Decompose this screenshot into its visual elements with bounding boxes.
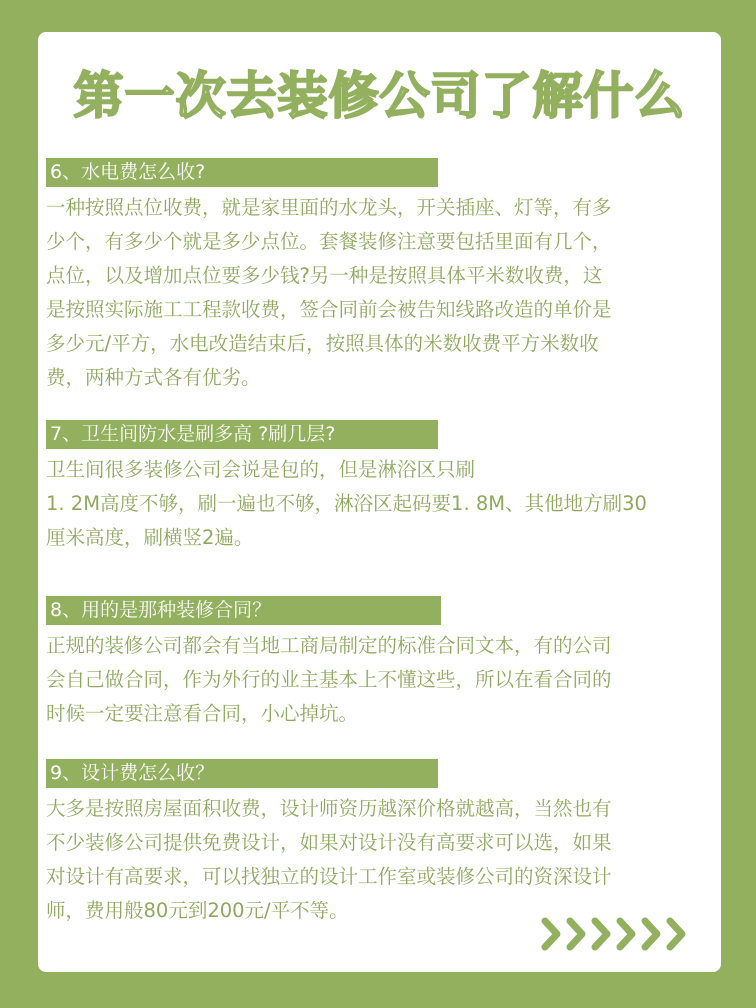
section-body: 卫生间很多装修公司会说是包的，但是淋浴区只刷 1. 2M高度不够，刷一遍也不够，淋浴区起码要1. 8M、其他地方刷30 厘米高度，刷横竖2遍。 [46, 458, 647, 549]
page-title: 第一次去装修公司了解什么 [73, 67, 686, 125]
section-heading: 8、用的是那种装修合同？ [46, 596, 441, 625]
section-body: 正规的装修公司都会有当地工商局制定的标准合同文本，有的公司 会自己做合同，作为外行的业主基本上不懂这些，所以在看合同的 时候一定要注意看合同，小心掉坑。 [46, 634, 612, 725]
section-design-fee [46, 759, 706, 928]
section-body: 一种按照点位收费，就是家里面的水龙头，开关插座、灯等，有多 少个，有多少个就是多少点位。套餐装修注意要包括里面有几个， 点位，以及增加点位要多少钱?另一种是按照具体平米数收费，这 是按照实际施工工程款收费，签合同前会被告知线路改造的单价是 多少元/平方，水电改造结束后，按照具体的米数收费平方米数收 费，两种方式各有优劣。 [46, 196, 612, 389]
section-waterproof [46, 420, 706, 555]
section-heading: 7、卫生间防水是刷多高 ?刷几层? [46, 420, 438, 449]
section-body: 大多是按照房屋面积收费，设计师资历越深价格就越高，当然也有 不少装修公司提供免费设计，如果对设计没有高要求可以选，如果 对设计有高要求，可以找独立的设计工作室或装修公司的资深设计 师，费用般80元到200元/平不等。 [46, 797, 612, 922]
section-contract [46, 596, 706, 731]
section-heading: 9、设计费怎么收？ [46, 759, 438, 788]
chevrons-right-icon [539, 916, 699, 952]
section-heading: 6、水电费怎么收? [46, 158, 438, 187]
section-electric-fee [46, 158, 706, 395]
content-card [38, 32, 721, 972]
